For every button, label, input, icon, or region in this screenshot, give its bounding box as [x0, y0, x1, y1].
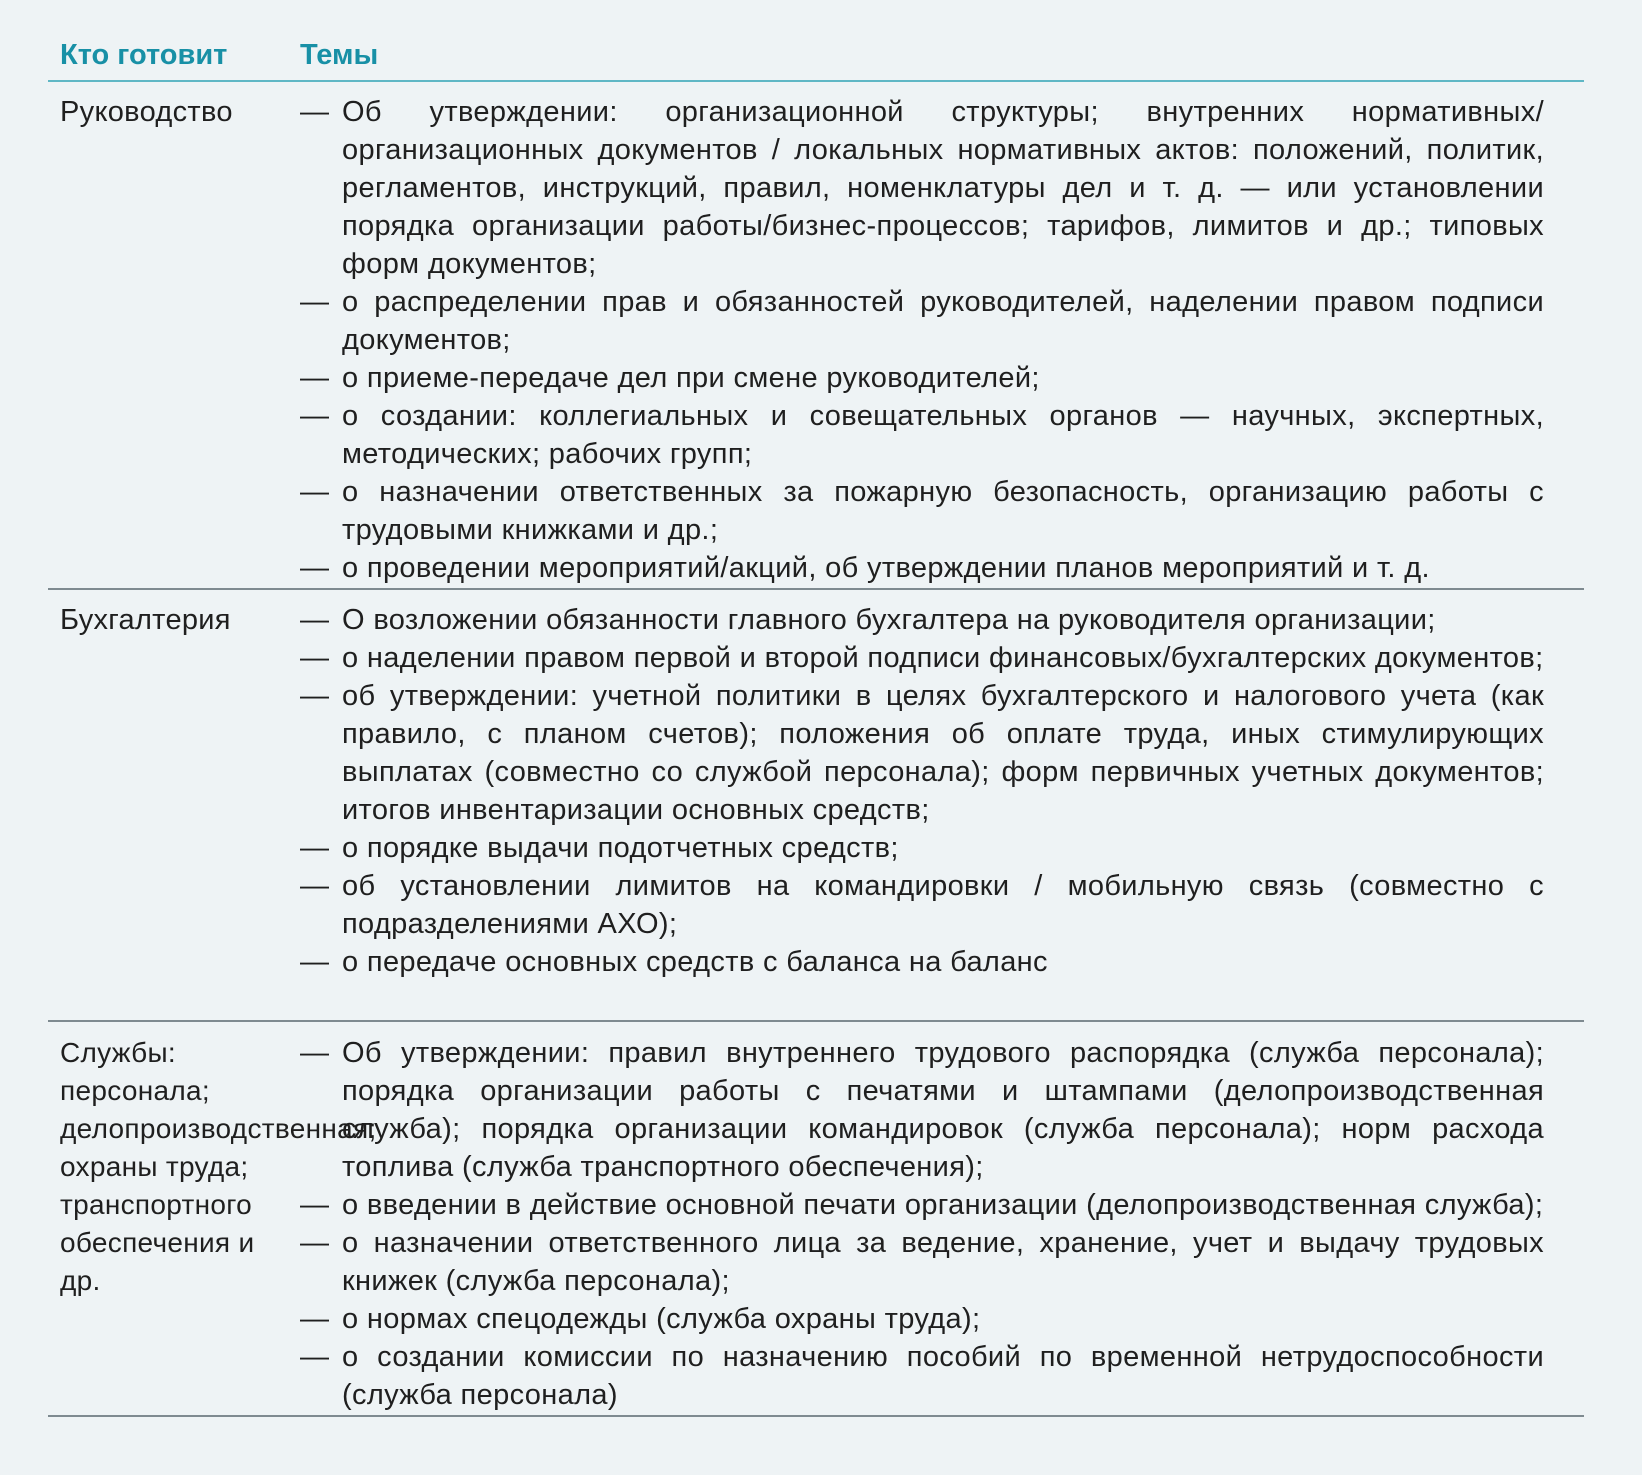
row-topics [300, 1022, 1584, 1415]
header-who: Кто готовит [60, 38, 228, 71]
dash: — [300, 96, 330, 128]
table-header [48, 30, 1584, 82]
row-who: Бухгалтерия [60, 604, 231, 636]
list-item: — о распределении прав и обязанностей руководителей, наделении правом подписи документов; [300, 283, 1544, 359]
table-row-management [48, 82, 1584, 590]
table-row-accounting [48, 590, 1584, 1022]
dash: — [300, 1189, 330, 1221]
list-item: — о назначении ответственного лица за ведение, хранение, учет и выдачу трудовых книжек (служба персонала); [300, 1224, 1544, 1300]
row-topics [300, 82, 1584, 588]
dash: — [300, 552, 330, 584]
dash: — [300, 400, 330, 432]
dash: — [300, 870, 330, 902]
table-row-services [48, 1022, 1584, 1417]
dash: — [300, 1037, 330, 1069]
list-item: — о проведении мероприятий/акций, об утверждении планов мероприятий и т. д. [300, 549, 1544, 587]
list-item: — о нормах спецодежды (служба охраны труда); [300, 1300, 1544, 1338]
dash: — [300, 1303, 330, 1335]
dash: — [300, 604, 330, 636]
dash: — [300, 642, 330, 674]
dash: — [300, 680, 330, 712]
orders-topics-table [48, 30, 1584, 1417]
list-item: — о порядке выдачи подотчетных средств; [300, 829, 1544, 867]
list-item: — о создании: коллегиальных и совещательных органов — научных, экспертных, методических; рабочих групп; [300, 397, 1544, 473]
dash: — [300, 1341, 330, 1373]
dash: — [300, 946, 330, 978]
list-item: — об утверждении: учетной политики в целях бухгалтерского и налогового учета (как правило, с планом счетов); положения об оплате труда, иных стимулирующих выплатах (совместно со службой персонала); форм первичных учетных документов; итогов инвентаризации основных средств; [300, 677, 1544, 829]
row-who: Службы: персонала; делопроизводственная; охраны труда; транспортного обеспечения и др. [60, 1037, 377, 1296]
dash: — [300, 476, 330, 508]
list-item: — Об утверждении: правил внутреннего трудового распорядка (служба персонала); порядка организации работы с печатями и штампами (делопроизводственная служба); порядка организации командировок (служба персонала); норм расхода топлива (служба транспортного обеспечения); [300, 1034, 1544, 1186]
header-topics: Темы [300, 38, 379, 71]
dash: — [300, 362, 330, 394]
list-item: — о назначении ответственных за пожарную безопасность, организацию работы с трудовыми книжками и др.; [300, 473, 1544, 549]
list-item: — Об утверждении: организационной структуры; внутренних нормативных/организационных документов / локальных нормативных актов: положений, политик, регламентов, инструкций, правил, номенклатуры дел и т. д. — или установлении порядка организации работы/бизнес-процессов; тарифов, лимитов и др.; типовых форм документов; [300, 93, 1544, 283]
list-item: — об установлении лимитов на командировки / мобильную связь (совместно с подразделениями АХО); [300, 867, 1544, 943]
dash: — [300, 1227, 330, 1259]
list-item: — о введении в действие основной печати организации (делопроизводственная служба); [300, 1186, 1544, 1224]
list-item: — о создании комиссии по назначению пособий по временной нетрудоспособности (служба персонала) [300, 1338, 1544, 1414]
list-item: — о передаче основных средств с баланса на баланс [300, 943, 1544, 981]
dash: — [300, 832, 330, 864]
row-topics [300, 590, 1584, 1020]
dash: — [300, 286, 330, 318]
list-item: — о наделении правом первой и второй подписи финансовых/бухгалтерских документов; [300, 639, 1544, 677]
row-who: Руководство [60, 96, 233, 128]
list-item: — О возложении обязанности главного бухгалтера на руководителя организации; [300, 601, 1544, 639]
list-item: — о приеме-передаче дел при смене руководителей; [300, 359, 1544, 397]
